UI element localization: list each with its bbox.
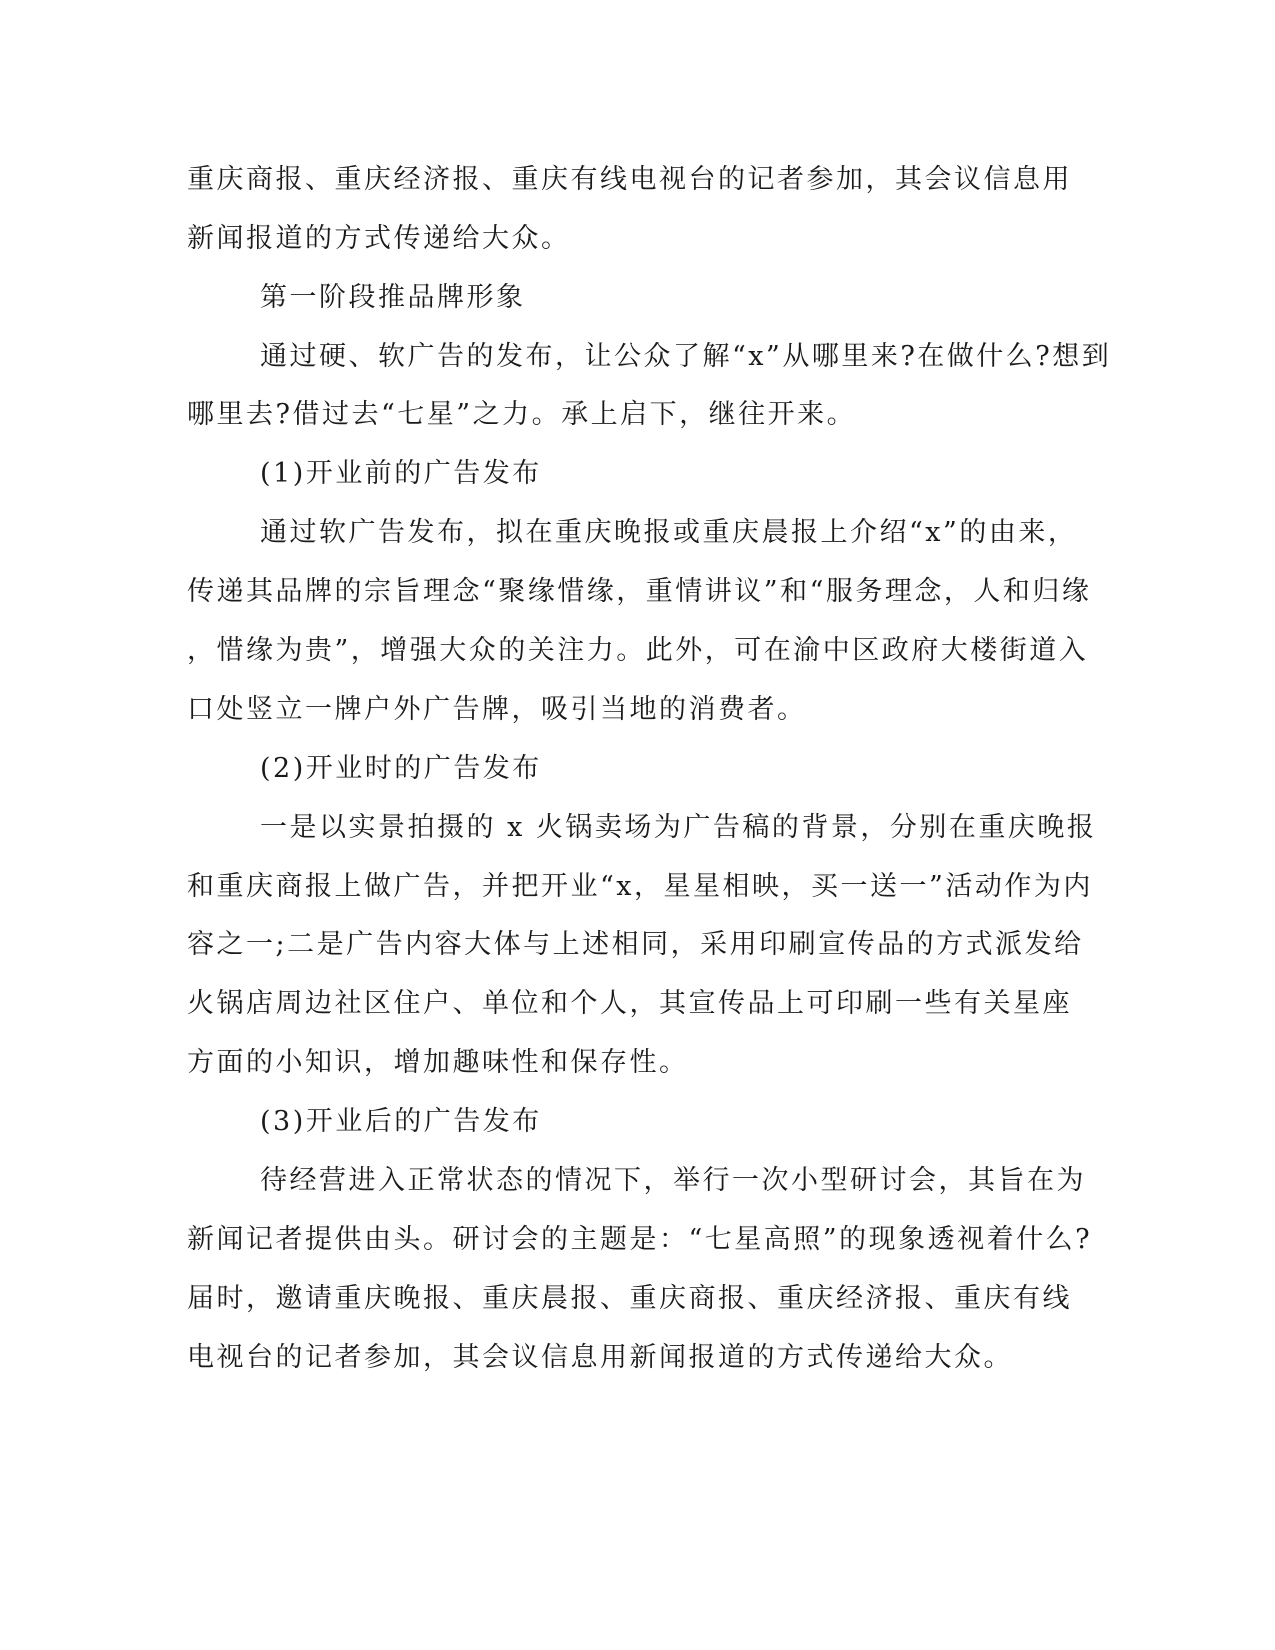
text-line: 电视台的记者参加，其会议信息用新闻报道的方式传递给大众。	[187, 1342, 1013, 1373]
text-line: 待经营进入正常状态的情况下，举行一次小型研讨会，其旨在为	[260, 1165, 1086, 1196]
text-line: 口处竖立一牌户外广告牌，吸引当地的消费者。	[187, 694, 807, 725]
text-line: 重庆商报、重庆经济报、重庆有线电视台的记者参加，其会议信息用	[187, 164, 1072, 195]
text-line: 方面的小知识，增加趣味性和保存性。	[187, 1047, 689, 1078]
text-line: ，惜缘为贵”，增强大众的关注力。此外，可在渝中区政府大楼街道入	[187, 635, 1089, 666]
text-line: 新闻记者提供由头。研讨会的主题是：“七星高照”的现象透视着什么?	[187, 1224, 1093, 1255]
text-line: 火锅店周边社区住户、单位和个人，其宣传品上可印刷一些有关星座	[187, 988, 1072, 1019]
text-line: 传递其品牌的宗旨理念“聚缘惜缘，重情讲议”和“服务理念，人和归缘	[187, 576, 1092, 607]
subsection-heading: (1)开业前的广告发布	[260, 458, 542, 489]
text-line: 哪里去?借过去“七星”之力。承上启下，继往开来。	[187, 399, 857, 430]
text-line: 通过硬、软广告的发布，让公众了解“x”从哪里来?在做什么?想到	[260, 341, 1112, 372]
text-line: 届时，邀请重庆晚报、重庆晨报、重庆商报、重庆经济报、重庆有线	[187, 1283, 1072, 1314]
text-line: 一是以实景拍摄的 x 火锅卖场为广告稿的背景，分别在重庆晚报	[260, 812, 1097, 843]
text-line: 容之一;二是广告内容大体与上述相同，采用印刷宣传品的方式派发给	[187, 929, 1084, 960]
text-line: 通过软广告发布，拟在重庆晚报或重庆晨报上介绍“x”的由来，	[260, 517, 1078, 548]
section-heading: 第一阶段推品牌形象	[260, 282, 526, 313]
text-line: 和重庆商报上做广告，并把开业“x，星星相映，买一送一”活动作为内	[187, 871, 1093, 902]
subsection-heading: (2)开业时的广告发布	[260, 753, 542, 784]
text-line: 新闻报道的方式传递给大众。	[187, 223, 571, 254]
subsection-heading: (3)开业后的广告发布	[260, 1106, 542, 1137]
